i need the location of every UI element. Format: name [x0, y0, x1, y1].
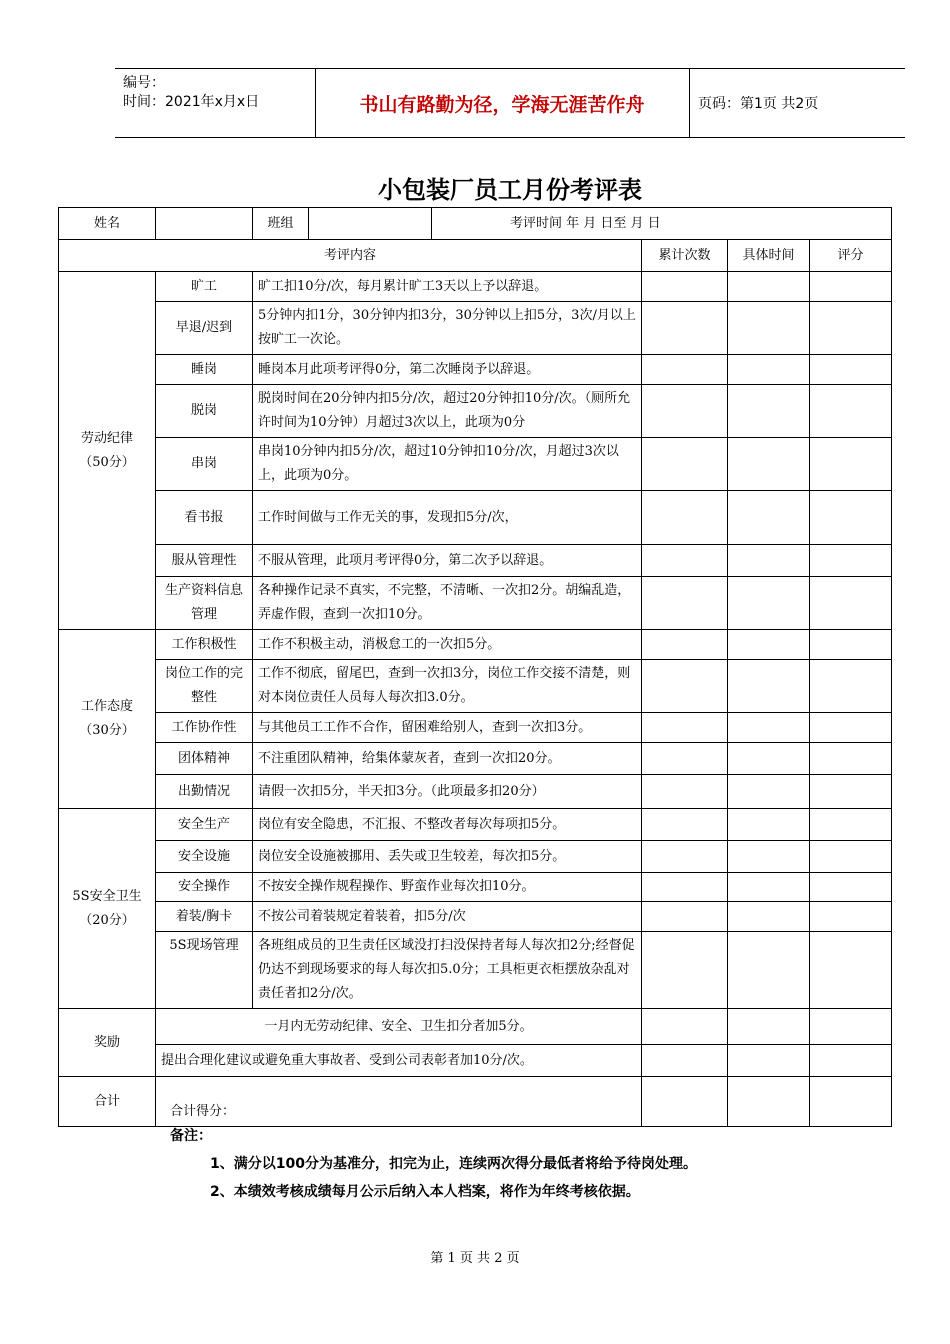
- item-rule: 串岗10分钟内扣5分/次，超过10分钟扣10分/次，月超过3次以上，此项为0分。: [253, 438, 642, 491]
- score-cell[interactable]: [810, 577, 892, 630]
- time-cell[interactable]: [728, 355, 810, 385]
- score-cell[interactable]: [810, 713, 892, 743]
- item-rule: 岗位有安全隐患，不汇报、不整改者每次每项扣5分。: [253, 809, 642, 841]
- table-row: [59, 577, 892, 630]
- time-cell[interactable]: [728, 660, 810, 713]
- count-cell[interactable]: [642, 491, 728, 545]
- table-row: [59, 902, 892, 932]
- note-2: 2、本绩效考核成绩每月公示后纳入本人档案，将作为年终考核依据。: [210, 1184, 640, 1200]
- count-cell[interactable]: [642, 743, 728, 775]
- table-row: [59, 743, 892, 775]
- time-cell[interactable]: [728, 302, 810, 355]
- item-name: 出勤情况: [156, 775, 253, 809]
- group-label: 班组: [253, 208, 309, 240]
- period-field[interactable]: [432, 208, 892, 240]
- score-cell[interactable]: [810, 302, 892, 355]
- item-name: 安全设施: [156, 841, 253, 873]
- time-cell[interactable]: [728, 743, 810, 775]
- item-name: 安全生产: [156, 809, 253, 841]
- page-info: 页码：第1页 共2页: [698, 96, 819, 112]
- time-cell[interactable]: [728, 713, 810, 743]
- table-row: [59, 660, 892, 713]
- item-rule: 不服从管理，此项月考评得0分，第二次予以辞退。: [253, 545, 642, 577]
- count-cell[interactable]: [642, 902, 728, 932]
- count-cell[interactable]: [642, 1009, 728, 1045]
- item-rule: 工作不积极主动，消极怠工的一次扣5分。: [253, 630, 642, 660]
- item-rule: 旷工扣10分/次，每月累计旷工3天以上予以辞退。: [253, 272, 642, 302]
- score-cell[interactable]: [810, 355, 892, 385]
- count-cell[interactable]: [642, 713, 728, 743]
- item-rule: 工作时间做与工作无关的事，发现扣5分/次，: [253, 491, 642, 545]
- total-label: 合计: [59, 1077, 156, 1127]
- motto: 书山有路勤为径，学海无涯苦作舟: [315, 69, 690, 137]
- reward-rule-2: 提出合理化建议或避免重大事故者、受到公司表彰者加10分/次。: [156, 1045, 642, 1077]
- count-cell[interactable]: [642, 932, 728, 1009]
- item-rule: 与其他员工工作不合作，留困难给别人，查到一次扣3分。: [253, 713, 642, 743]
- count-cell[interactable]: [642, 545, 728, 577]
- info-row: [59, 208, 892, 240]
- notes-title: 备注：: [170, 1128, 212, 1144]
- table-row: [59, 873, 892, 902]
- header-count: 累计次数: [642, 240, 728, 272]
- score-cell[interactable]: [810, 438, 892, 491]
- period-label: 考评时间 年 月 日至 月 日: [510, 215, 661, 231]
- item-name: 旷工: [156, 272, 253, 302]
- category-points: （30分）: [79, 723, 135, 738]
- time-cell[interactable]: [728, 873, 810, 902]
- page-footer: 第 1 页 共 2 页: [430, 1251, 520, 1266]
- group-field[interactable]: [309, 208, 432, 240]
- item-name: 5S现场管理: [156, 932, 253, 1009]
- category-name: 工作态度: [80, 699, 133, 714]
- time-cell[interactable]: [728, 1077, 810, 1127]
- time-cell[interactable]: [728, 1045, 810, 1077]
- table-row: [59, 302, 892, 355]
- reward-label: 奖励: [59, 1009, 156, 1077]
- category-cell: [59, 630, 156, 809]
- item-rule: 5分钟内扣1分，30分钟内扣3分，30分钟以上扣5分，3次/月以上按旷工一次论。: [253, 302, 642, 355]
- table-header-row: [59, 240, 892, 272]
- item-name: 岗位工作的完整性: [156, 660, 253, 713]
- score-cell[interactable]: [810, 385, 892, 438]
- table-row: [59, 438, 892, 491]
- score-cell[interactable]: [810, 545, 892, 577]
- count-cell[interactable]: [642, 355, 728, 385]
- item-name: 脱岗: [156, 385, 253, 438]
- item-rule: 睡岗本月此项考评得0分，第二次睡岗予以辞退。: [253, 355, 642, 385]
- item-rule: 不按公司着装规定着装着，扣5分/次: [253, 902, 642, 932]
- header-time: 具体时间: [728, 240, 810, 272]
- category-points: （20分）: [79, 912, 135, 928]
- score-cell[interactable]: [810, 775, 892, 809]
- item-rule: 各班组成员的卫生责任区域没打扫没保持者每人每次扣2分;经督促仍达不到现场要求的每人每次扣5.0分；工具柜更衣柜摆放杂乱对责任者扣2分/次。: [253, 932, 642, 1009]
- table-row: [59, 841, 892, 873]
- item-name: 团体精神: [156, 743, 253, 775]
- time-cell[interactable]: [728, 630, 810, 660]
- reward-rule-1: 一月内无劳动纪律、安全、卫生扣分者加5分。: [156, 1009, 642, 1045]
- time-label: 时间：2021年x月x日: [123, 94, 260, 110]
- item-rule: 请假一次扣5分，半天扣3分。（此项最多扣20分）: [253, 775, 642, 809]
- table-row: [59, 491, 892, 545]
- count-cell[interactable]: [642, 630, 728, 660]
- count-cell[interactable]: [642, 1077, 728, 1127]
- item-rule: 不注重团队精神，给集体蒙灰者，查到一次扣20分。: [253, 743, 642, 775]
- time-cell[interactable]: [728, 272, 810, 302]
- table-row: [59, 713, 892, 743]
- item-name: 睡岗: [156, 355, 253, 385]
- count-cell[interactable]: [642, 841, 728, 873]
- item-rule: 各种操作记录不真实，不完整，不清晰、一次扣2分。胡编乱造，弄虚作假，查到一次扣10分。: [253, 577, 642, 630]
- page-title: 小包装厂员工月份考评表: [378, 176, 642, 204]
- item-name: 工作协作性: [156, 713, 253, 743]
- item-rule: 工作不彻底，留尾巴，查到一次扣3分，岗位工作交接不清楚，则对本岗位责任人员每人每次扣3.0分。: [253, 660, 642, 713]
- note-1: 1、满分以100分为基准分，扣完为止，连续两次得分最低者将给予待岗处理。: [210, 1156, 697, 1172]
- count-cell[interactable]: [642, 302, 728, 355]
- category-cell: [59, 809, 156, 1009]
- item-name: 生产资料信息管理: [156, 577, 253, 630]
- notes: [170, 1122, 697, 1206]
- table-row: [59, 630, 892, 660]
- count-cell[interactable]: [642, 775, 728, 809]
- table-row: [59, 775, 892, 809]
- score-cell[interactable]: [810, 902, 892, 932]
- table-row: [59, 545, 892, 577]
- table-row: [59, 355, 892, 385]
- score-cell[interactable]: [810, 841, 892, 873]
- table-row: [59, 385, 892, 438]
- item-rule: 岗位安全设施被挪用、丢失或卫生较差，每次扣5分。: [253, 841, 642, 873]
- total-score-label: 合计得分：: [156, 1077, 642, 1127]
- time-cell[interactable]: [728, 902, 810, 932]
- item-name: 早退/迟到: [156, 302, 253, 355]
- score-cell[interactable]: [810, 1045, 892, 1077]
- table-row: [59, 809, 892, 841]
- header-meta: [115, 69, 316, 137]
- time-cell[interactable]: [728, 932, 810, 1009]
- count-cell[interactable]: [642, 1045, 728, 1077]
- item-name: 着装/胸卡: [156, 902, 253, 932]
- score-cell[interactable]: [810, 272, 892, 302]
- time-cell[interactable]: [728, 545, 810, 577]
- table-row: [59, 1045, 892, 1077]
- score-cell[interactable]: [810, 932, 892, 1009]
- name-field[interactable]: [156, 208, 253, 240]
- score-cell[interactable]: [810, 873, 892, 902]
- score-cell[interactable]: [810, 491, 892, 545]
- category-cell: [59, 272, 156, 630]
- table-row: [59, 272, 892, 302]
- time-cell[interactable]: [728, 841, 810, 873]
- score-cell[interactable]: [810, 809, 892, 841]
- time-cell[interactable]: [728, 809, 810, 841]
- evaluation-table: [58, 207, 892, 1127]
- time-cell[interactable]: [728, 1009, 810, 1045]
- count-cell[interactable]: [642, 577, 728, 630]
- time-cell[interactable]: [728, 577, 810, 630]
- page-header: [115, 68, 905, 138]
- time-cell[interactable]: [728, 385, 810, 438]
- score-cell[interactable]: [810, 1077, 892, 1127]
- time-cell[interactable]: [728, 775, 810, 809]
- item-name: 工作积极性: [156, 630, 253, 660]
- count-cell[interactable]: [642, 873, 728, 902]
- count-cell[interactable]: [642, 660, 728, 713]
- item-name: 安全操作: [156, 873, 253, 902]
- category-name: 5S安全卫生: [72, 888, 142, 904]
- count-cell[interactable]: [642, 272, 728, 302]
- score-cell[interactable]: [810, 743, 892, 775]
- item-name: 服从管理性: [156, 545, 253, 577]
- header-content: 考评内容: [59, 240, 642, 272]
- score-cell[interactable]: [810, 630, 892, 660]
- category-points: （50分）: [79, 454, 135, 470]
- item-name: 看书报: [156, 491, 253, 545]
- item-rule: 不按安全操作规程操作、野蛮作业每次扣10分。: [253, 873, 642, 902]
- table-row: [59, 1009, 892, 1045]
- category-name: 劳动纪律: [80, 430, 133, 446]
- table-row: [59, 932, 892, 1009]
- time-cell[interactable]: [728, 438, 810, 491]
- name-label: 姓名: [59, 208, 156, 240]
- count-cell[interactable]: [642, 438, 728, 491]
- code-label: 编号：: [123, 75, 165, 91]
- score-cell[interactable]: [810, 660, 892, 713]
- time-cell[interactable]: [728, 491, 810, 545]
- count-cell[interactable]: [642, 809, 728, 841]
- score-cell[interactable]: [810, 1009, 892, 1045]
- item-name: 串岗: [156, 438, 253, 491]
- total-row: [59, 1077, 892, 1127]
- header-score: 评分: [810, 240, 892, 272]
- item-rule: 脱岗时间在20分钟内扣5分/次，超过20分钟扣10分/次。（厕所允许时间为10分钟）月超过3次以上，此项为0分: [253, 385, 642, 438]
- count-cell[interactable]: [642, 385, 728, 438]
